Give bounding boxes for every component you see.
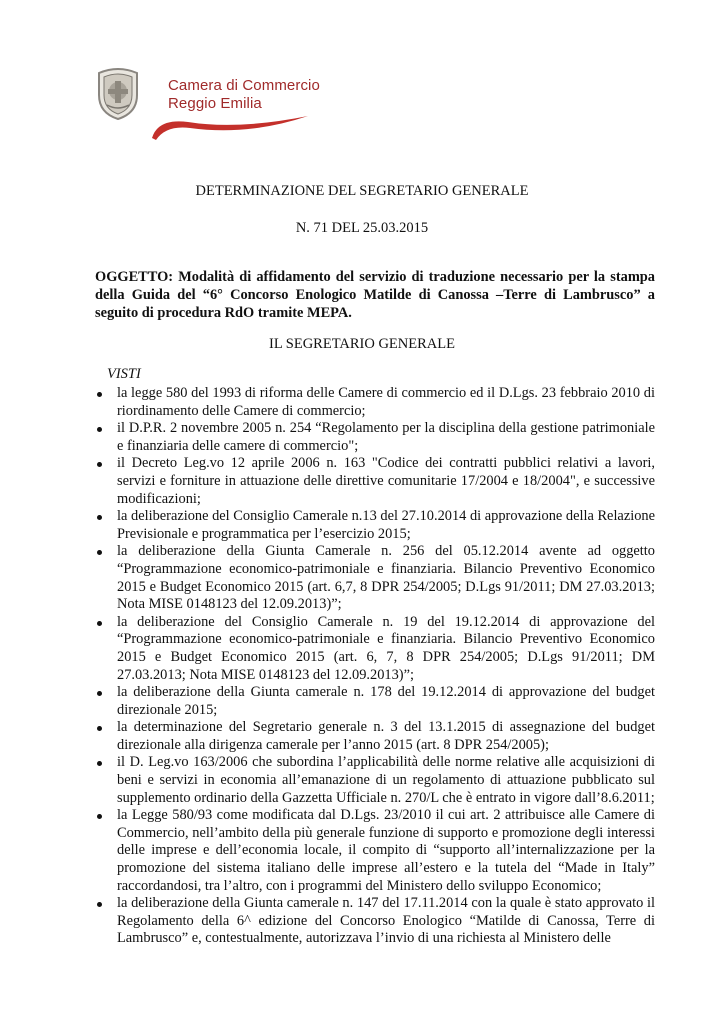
list-item-text: la deliberazione del Consiglio Camerale n. 19 del 19.12.2014 di approvazione del “Programmazione economico-patrimoniale e finanziaria. Bilancio Preventivo Economico 2015 e Budget Economico 2015 (art. 6, 7, 8 DPR 254/2005; D.Lgs 91/2011; DM 27.03.2013; Nota MISE 0148123 del 12.09.2013)”;: [117, 613, 655, 683]
logo-text-line1: Camera di Commercio: [168, 77, 320, 94]
list-item-text: la deliberazione della Giunta Camerale n. 256 del 05.12.2014 avente ad oggetto “Programmazione economico-patrimoniale e finanziaria. Bilancio Preventivo Economico 2015 e Budget Economico 2015 (art. 6,7, 8 DPR 254/2005; D.Lgs 91/2011; DM 27.03.2013; Nota MISE 0148123 del 12.09.2013)”;: [117, 543, 655, 613]
bullet-icon: [97, 814, 102, 819]
list-item-text: il Decreto Leg.vo 12 aprile 2006 n. 163 "Codice dei contratti pubblici relativi a lavori, servizi e forniture in attuazione delle direttive comunitarie 17/2004 e 18/2004", e successive modificazioni;: [117, 455, 655, 507]
list-item: [95, 543, 655, 613]
seal-icon: [93, 65, 143, 121]
list-item: [95, 508, 655, 543]
bullet-icon: [97, 726, 102, 731]
document-number: N. 71 DEL 25.03.2015: [295, 220, 429, 236]
list-item: [95, 455, 655, 508]
list-item: [95, 420, 655, 455]
bullet-icon: [97, 462, 102, 467]
list-item: [95, 684, 655, 719]
list-item-text: il D. Leg.vo 163/2006 che subordina l’applicabilità delle norme relative alle acquisizioni di beni e servizi in economia all’emanazione di un regolamento di attuazione pubblicato sul supplemento ordinario della Gazzetta Ufficiale n. 270/L che è entrato in vigore dall’8.6.2011;: [117, 754, 655, 806]
list-item-text: la deliberazione del Consiglio Camerale n.13 del 27.10.2014 di approvazione della Relazione Previsionale e programmatica per l’esercizio 2015;: [117, 508, 655, 542]
bullet-icon: [97, 550, 102, 555]
subject-line: OGGETTO: Modalità di affidamento del servizio di traduzione necessario per la stampa: [95, 269, 655, 285]
bullet-icon: [97, 515, 102, 520]
list-item-text: il D.P.R. 2 novembre 2005 n. 254 “Regolamento per la disciplina della gestione patrimoniale e finanziaria delle camere di commercio";: [117, 420, 655, 454]
subject-line: seguito di procedura RdO tramite MEPA.: [95, 305, 352, 321]
logo-text-line2: Reggio Emilia: [168, 95, 262, 112]
list-item-text: la determinazione del Segretario generale n. 3 del 13.1.2015 di assegnazione del budget direzionale alla dirigenza camerale per l’anno 2015 (art. 8 DPR 254/2005);: [117, 719, 655, 753]
logo-swoosh-icon: [148, 108, 318, 142]
list-item: [95, 385, 655, 420]
bullet-icon: [97, 392, 102, 397]
list-item: [95, 807, 655, 895]
section-heading: IL SEGRETARIO GENERALE: [269, 336, 455, 352]
bullet-icon: [97, 691, 102, 696]
list-item-text: la deliberazione della Giunta camerale n. 178 del 19.12.2014 di approvazione del budget direzionale 2015;: [117, 684, 655, 718]
camera-commercio-logo: [93, 62, 323, 142]
subject-line: della Guida del “6° Concorso Enologico Matilde di Canossa –Terre di Lambrusco” a: [95, 287, 655, 303]
visti-label: VISTI: [107, 366, 141, 382]
subject-paragraph: [95, 268, 655, 322]
list-item: [95, 754, 655, 807]
list-item: [95, 719, 655, 754]
document-title: DETERMINAZIONE DEL SEGRETARIO GENERALE: [195, 183, 529, 199]
bullet-icon: [97, 761, 102, 766]
bullet-icon: [97, 621, 102, 626]
list-item-text: la Legge 580/93 come modificata dal D.Lgs. 23/2010 il cui art. 2 attribuisce alle Camere di Commercio, nell’ambito della più generale funzione di supporto e promozione degli interessi delle imprese e dell’economia locale, il compito di “supporto all’internalizzazione per la promozione del sistema italiano delle imprese all’estero e la tutela del “Made in Italy” raccordandosi, tra l’altro, con i programmi del Ministero dello sviluppo Economico;: [117, 807, 655, 894]
bullet-icon: [97, 427, 102, 432]
list-item-text: la deliberazione della Giunta camerale n. 147 del 17.11.2014 con la quale è stato approvato il Regolamento della 6^ edizione del Concorso Enologico “Matilde di Canossa, Terre di Lambrusco” e, contestualmente, autorizzava l’invio di una richiesta al Ministero delle: [117, 895, 655, 947]
visti-list: [95, 385, 655, 948]
bullet-icon: [97, 902, 102, 907]
list-item: [95, 614, 655, 684]
list-item: [95, 895, 655, 948]
list-item-text: la legge 580 del 1993 di riforma delle Camere di commercio ed il D.Lgs. 23 febbraio 2010 di riordinamento delle Camere di commercio;: [117, 385, 655, 419]
